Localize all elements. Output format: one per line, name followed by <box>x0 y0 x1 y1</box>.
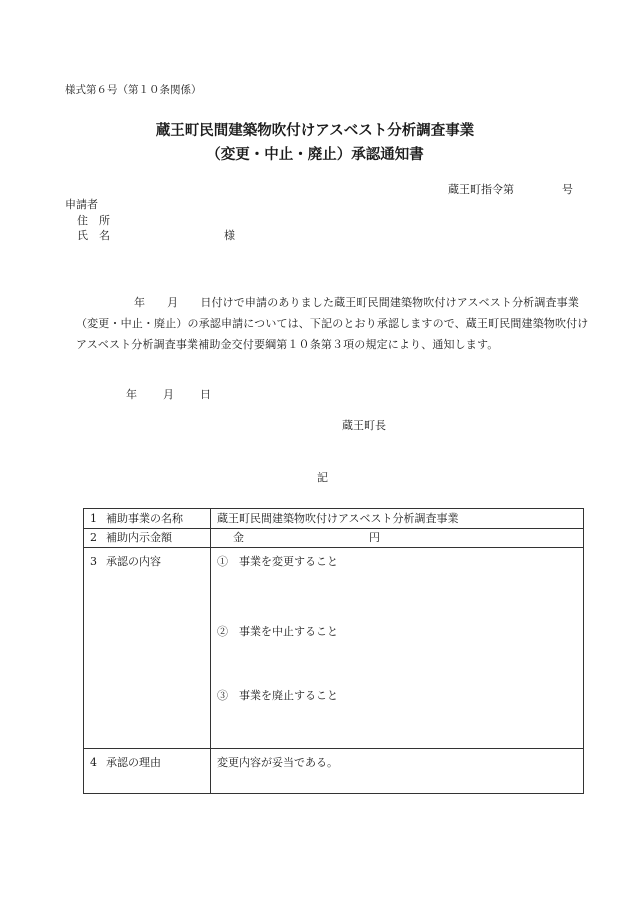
row-label: 1 補助事業の名称 <box>84 509 211 529</box>
amount-prefix: 金 <box>233 531 244 544</box>
name-label: 氏 名 <box>77 229 110 242</box>
option-abolish: ③ 事業を廃止すること <box>217 689 338 702</box>
document-number-suffix: 号 <box>562 183 573 196</box>
issue-date <box>110 386 211 402</box>
honorific: 様 <box>224 229 235 242</box>
approval-reason-value: 変更内容が妥当である。 <box>211 749 584 794</box>
approval-table <box>83 508 584 794</box>
row-label: 4 承認の理由 <box>84 749 211 794</box>
body-month: 月 <box>167 296 179 309</box>
notice-body <box>76 292 590 355</box>
option-suspend: ② 事業を中止すること <box>217 625 338 638</box>
body-text: 日付けで申請のありました蔵王町民間建築物吹付けアスベスト分析調査事業（変更・中止・廃止）の承認申請については、下記のとおり承認しますので、蔵王町民間建築物吹付けアスベスト分析調査事業補助金交付要綱第１０条第３項の規定により、通知します。 <box>76 296 589 351</box>
date-year: 年 <box>126 388 137 401</box>
table-row <box>84 749 584 794</box>
document-number-prefix: 蔵王町指令第 <box>448 183 514 196</box>
approval-content-value <box>211 548 584 749</box>
applicant-label: 申請者 <box>65 198 98 211</box>
grant-amount-value <box>211 529 584 548</box>
mayor-signature: 蔵王町長 <box>342 419 386 432</box>
table-row <box>84 509 584 529</box>
amount-suffix: 円 <box>369 531 380 544</box>
ki-heading: 記 <box>317 471 328 484</box>
option-change: ① 事業を変更すること <box>217 555 338 568</box>
document-title-line2: （変更・中止・廃止）承認通知書 <box>206 147 424 163</box>
row-number: 2 <box>90 531 97 544</box>
document-number <box>448 181 573 197</box>
date-month: 月 <box>163 388 174 401</box>
row-number: 4 <box>90 756 97 769</box>
date-day: 日 <box>200 388 211 401</box>
row-number: 1 <box>90 512 97 525</box>
table-row <box>84 529 584 548</box>
row-number: 3 <box>90 555 97 568</box>
row-label: 2 補助内示金額 <box>84 529 211 548</box>
form-number: 様式第６号（第１０条関係） <box>65 84 202 96</box>
document-title-line1: 蔵王町民間建築物吹付けアスベスト分析調査事業 <box>155 123 475 139</box>
table-row <box>84 548 584 749</box>
address-label: 住 所 <box>77 214 110 227</box>
project-name-value: 蔵王町民間建築物吹付けアスベスト分析調査事業 <box>211 509 584 529</box>
body-year: 年 <box>134 296 146 309</box>
row-label: 3 承認の内容 <box>84 548 211 749</box>
